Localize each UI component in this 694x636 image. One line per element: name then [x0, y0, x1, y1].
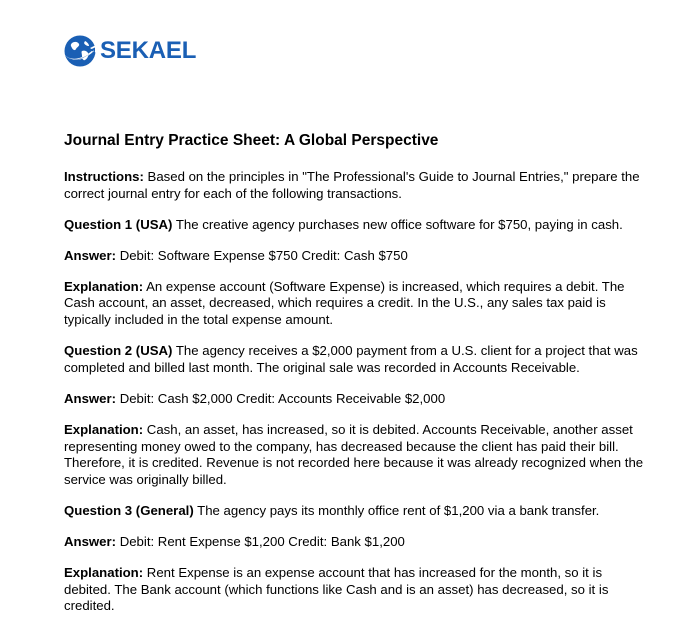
answer-1-label: Answer: [64, 247, 117, 263]
question-2-text: The agency receives a $2,000 payment from a U.S. client for a project that was completed and billed last month. The original sale was recorded in Accounts Receivable. [64, 343, 638, 375]
answer-3-label: Answer: [64, 533, 117, 549]
question-1-text: The creative agency purchases new office software for $750, paying in cash. [172, 216, 623, 232]
question-3-text: The agency pays its monthly office rent of $1,200 via a bank transfer. [193, 502, 600, 518]
explanation-2 [64, 422, 644, 488]
answer-3 [64, 534, 644, 551]
instructions [64, 169, 644, 202]
explanation-3 [64, 565, 644, 615]
question-3-label: Question 3 (General) [64, 502, 194, 518]
question-3 [64, 503, 644, 520]
instructions-label: Instructions: [64, 169, 144, 184]
answer-2-label: Answer: [64, 390, 117, 406]
document-body [64, 131, 644, 629]
question-2-label: Question 2 (USA) [64, 343, 173, 359]
answer-1-text: Debit: Software Expense $750 Credit: Cash $750 [116, 247, 408, 263]
page-title: Journal Entry Practice Sheet: A Global Perspective [64, 132, 439, 149]
brand-logo [63, 33, 196, 69]
explanation-1-label: Explanation: [64, 278, 144, 294]
brand-name: SEKAEL [100, 37, 197, 64]
answer-3-text: Debit: Rent Expense $1,200 Credit: Bank $1,200 [116, 533, 405, 549]
explanation-2-text: Cash, an asset, has increased, so it is debited. Accounts Receivable, another asset representing money owed to the company, has decreased because the client has paid their bill. Therefore, it is credited. Revenue is not recorded here because it was already recognized when the service was originally billed. [64, 421, 644, 487]
explanation-1-text: An expense account (Software Expense) is increased, which requires a debit. The Cash account, an asset, decreased, which requires a credit. In the U.S., any sales tax paid is typically included in the total expense amount. [64, 278, 625, 328]
globe-arrow-icon [63, 34, 97, 68]
instructions-text: Based on the principles in "The Professional's Guide to Journal Entries," prepare the correct journal entry for each of the following transactions. [64, 169, 640, 201]
answer-2 [64, 391, 644, 408]
question-2 [64, 343, 644, 376]
answer-2-text: Debit: Cash $2,000 Credit: Accounts Receivable $2,000 [116, 390, 446, 406]
explanation-1 [64, 279, 644, 329]
explanation-3-label: Explanation: [64, 565, 144, 580]
question-1 [64, 217, 644, 234]
question-1-label: Question 1 (USA) [64, 216, 173, 232]
explanation-2-label: Explanation: [64, 421, 144, 437]
explanation-3-text: Rent Expense is an expense account that has increased for the month, so it is debited. The Bank account (which functions like Cash and is an asset) has decreased, so it is credited. [64, 565, 609, 614]
answer-1 [64, 248, 644, 265]
